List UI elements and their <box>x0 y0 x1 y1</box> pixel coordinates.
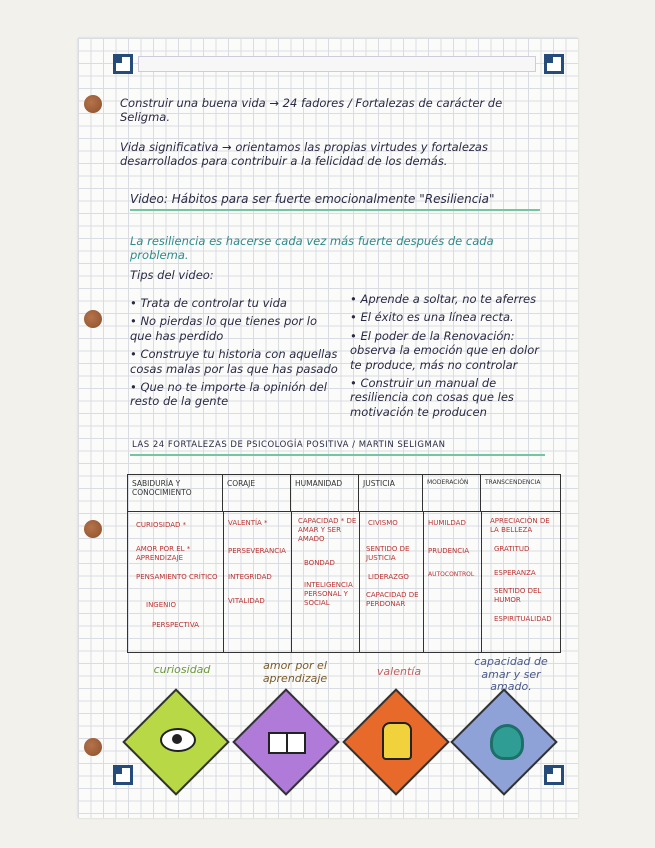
binder-hole <box>84 310 102 328</box>
table-cell: CAPACIDAD DE PERDONAR <box>366 591 419 608</box>
table-cell: CURIOSIDAD * <box>136 521 187 529</box>
corner-mark-icon <box>113 765 133 785</box>
binder-hole <box>84 738 102 756</box>
table-cell: AMOR POR EL * APRENDIZAJE <box>136 545 191 562</box>
caption-curiosidad: curiosidad <box>153 663 211 676</box>
corner-mark-icon <box>544 765 564 785</box>
table-cell: SENTIDO DEL HUMOR <box>494 587 542 604</box>
table-cell: INGENIO <box>146 601 176 609</box>
table-cell: ESPIRITUALIDAD <box>494 615 552 623</box>
note-bullet-1: Construir una buena vida → 24 fadores / Fortalezas de carácter de Seligma. <box>120 96 503 125</box>
tip-item: • Construye tu historia con aquellas cosas malas por las que has pasado <box>130 347 338 376</box>
corner-mark-icon <box>544 54 564 74</box>
column-divider <box>291 511 292 652</box>
caption-amor: amor por el aprendizaje <box>262 659 328 685</box>
underline <box>130 454 545 456</box>
table-cell: GRATITUD <box>494 545 530 553</box>
column-divider <box>359 511 360 652</box>
table-header: SABIDURÍA Y CONOCIMIENTO <box>128 475 223 511</box>
table-cell: PENSAMIENTO CRÍTICO <box>136 573 218 581</box>
video-title: Video: Hábitos para ser fuerte emocionalmente "Resiliencia" <box>130 192 495 206</box>
table-cell: SENTIDO DE JUSTICIA <box>366 545 410 562</box>
table-header: CORAJE <box>223 475 291 511</box>
tip-item: • El éxito es una línea recta. <box>350 310 514 325</box>
hands-heart-icon <box>490 724 524 760</box>
strengths-table <box>127 474 561 653</box>
tips-label: Tips del video: <box>130 268 214 282</box>
table-header: MODERACIÓN <box>423 475 481 511</box>
table-cell: PERSPECTIVA <box>152 621 199 629</box>
note-bullet-2: Vida significativa → orientamos las propias virtudes y fortalezas desarrollados para contribuir a la felicidad de los demás. <box>120 140 488 169</box>
table-cell: CAPACIDAD * DE AMAR Y SER AMADO <box>298 517 357 543</box>
fortalezas-title: LAS 24 FORTALEZAS DE PSICOLOGÍA POSITIVA / MARTIN SELIGMAN <box>132 440 446 450</box>
tip-item: • Aprende a soltar, no te aferres <box>350 292 537 306</box>
binder-hole <box>84 520 102 538</box>
table-cell: CIVISMO <box>368 519 398 527</box>
table-cell: VALENTÍA * <box>228 519 268 527</box>
header-divider <box>128 511 560 512</box>
table-cell: VITALIDAD <box>228 597 265 605</box>
header-strip <box>138 56 536 72</box>
table-cell: INTELIGENCIA PERSONAL Y SOCIAL <box>304 581 353 607</box>
table-cell: LIDERAZGO <box>368 573 409 581</box>
table-header: JUSTICIA <box>359 475 423 511</box>
tips-right-list <box>350 292 550 419</box>
resilience-definition: La resiliencia es hacerse cada vez más fuerte después de cada problema. <box>130 234 494 263</box>
tips-left-list <box>130 296 340 409</box>
table-cell: HUMILDAD <box>428 519 466 527</box>
column-divider <box>423 511 424 652</box>
caption-valentia: valentía <box>376 665 422 678</box>
tip-item: • Trata de controlar tu vida <box>130 296 287 310</box>
corner-mark-icon <box>113 54 133 74</box>
caption-capacidad: capacidad de amar y ser amado. <box>474 655 548 694</box>
tip-item: • El poder de la Renovación: observa la emoción que en dolor te produce, más no controlar <box>350 328 539 372</box>
table-header: HUMANIDAD <box>291 475 359 511</box>
tip-item: • Que no te importe la opinión del resto de la gente <box>130 379 327 409</box>
table-header: TRANSCENDENCIA <box>485 479 541 486</box>
binder-hole <box>84 95 102 113</box>
table-cell: BONDAD <box>304 559 335 567</box>
tip-item: • Construir un manual de resiliencia con cosas que les motivación te producen <box>350 375 514 419</box>
table-cell: PRUDENCIA <box>428 547 469 555</box>
underline <box>130 209 540 211</box>
column-divider <box>481 511 482 652</box>
column-divider <box>223 511 224 652</box>
table-cell: ESPERANZA <box>494 569 536 577</box>
table-cell: PERSEVERANCIA <box>228 547 286 555</box>
table-cell: INTEGRIDAD <box>228 573 272 581</box>
eye-icon <box>160 728 196 752</box>
book-icon <box>268 732 306 754</box>
tip-item: • No pierdas lo que tienes por lo que has perdido <box>130 314 317 343</box>
table-cell: APRECIACIÓN DE LA BELLEZA <box>490 517 550 534</box>
raised-fist-icon <box>382 722 412 760</box>
table-cell: AUTOCONTROL <box>428 571 475 578</box>
